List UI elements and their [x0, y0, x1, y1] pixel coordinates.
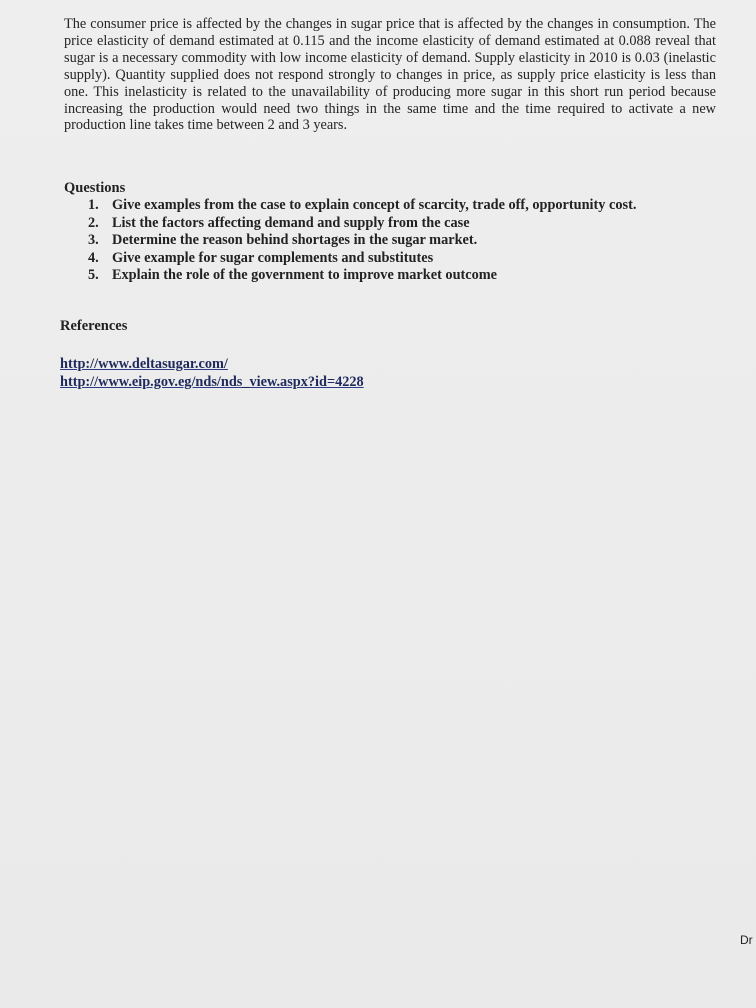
reference-link-eip[interactable]: http://www.eip.gov.eg/nds/nds_view.aspx?id=4228: [60, 374, 364, 390]
question-number: 3.: [88, 232, 99, 248]
question-number: 2.: [88, 214, 99, 231]
question-number: 5.: [88, 267, 99, 283]
question-text: Explain the role of the government to improve market outcome: [112, 267, 498, 283]
question-item: [88, 232, 728, 250]
question-number: 1.: [88, 197, 99, 213]
question-text: Determine the reason behind shortages in the sugar market.: [112, 232, 478, 248]
question-item: [88, 267, 728, 285]
question-item: [88, 250, 728, 268]
references-heading: References: [60, 318, 128, 334]
question-text: Give example for sugar complements and substitutes: [112, 249, 434, 266]
questions-list: [88, 197, 728, 285]
case-paragraph: The consumer price is affected by the changes in sugar price that is affected by the changes in consumption. The price elasticity of demand estimated at 0.115 and the income elasticity of demand estimated at 0.088 reveal that sugar is a necessary commodity with low income elasticity of demand. Supply elasticity in 2010 is 0.03 (inelastic supply). Quantity supplied does not respond strongly to changes in price, as supply price elasticity is less than one. This inelasticity is related to the unavailability of producing more sugar in this short run period because increasing the production would need two things in the same time and the time required to activate a new production line takes time between 2 and 3 years.: [64, 16, 716, 134]
question-item: [88, 197, 728, 215]
question-text: Give examples from the case to explain concept of scarcity, trade off, opportunity cost.: [112, 197, 637, 213]
corner-text: Dr: [740, 933, 753, 947]
question-item: [88, 215, 728, 233]
questions-heading: Questions: [64, 180, 126, 196]
question-number: 4.: [88, 249, 99, 266]
question-text: List the factors affecting demand and supply from the case: [112, 214, 470, 231]
reference-link-deltasugar[interactable]: http://www.deltasugar.com/: [60, 356, 228, 372]
